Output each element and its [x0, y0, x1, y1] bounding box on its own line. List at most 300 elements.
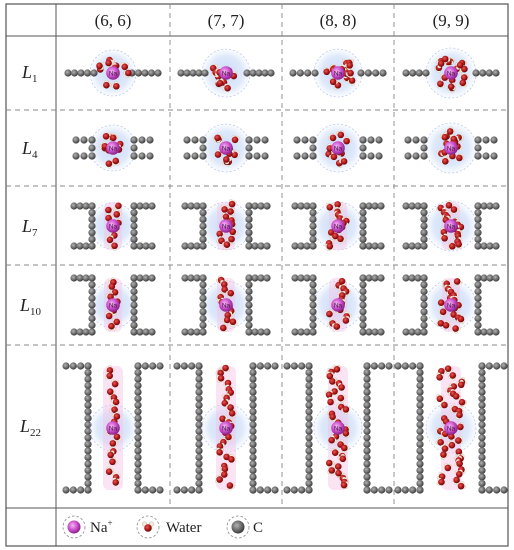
carbon-atom — [293, 152, 300, 159]
carbon-atom — [478, 441, 485, 448]
carbon-atom — [199, 136, 206, 143]
carbon-atom — [490, 152, 497, 159]
carbon-atom — [134, 382, 141, 389]
sodium-ion-label: Na — [333, 70, 343, 78]
carbon-atom — [409, 69, 416, 76]
carbon-atom — [195, 395, 202, 402]
carbon-atom — [245, 328, 252, 335]
carbon-atom — [199, 322, 206, 329]
carbon-atom — [88, 152, 95, 159]
carbon-atom — [70, 362, 77, 369]
carbon-atom — [84, 447, 91, 454]
snapshot-cell — [181, 274, 270, 335]
carbon-atom — [130, 322, 137, 329]
carbon-atom — [249, 460, 256, 467]
carbon-atom — [363, 382, 370, 389]
carbon-atom — [195, 428, 202, 435]
carbon-atom — [404, 152, 411, 159]
carbon-atom — [199, 209, 206, 216]
carbon-atom — [474, 295, 481, 302]
carbon-atom — [293, 136, 300, 143]
carbon-atom — [305, 428, 312, 435]
carbon-atom — [311, 69, 318, 76]
carbon-atom — [474, 281, 481, 288]
carbon-atom — [188, 362, 195, 369]
carbon-atom — [363, 447, 370, 454]
carbon-atom — [84, 408, 91, 415]
snapshot-cell — [293, 124, 382, 172]
carbon-atom — [309, 308, 316, 315]
carbon-atom — [72, 152, 79, 159]
carbon-atom — [257, 362, 264, 369]
carbon-atom — [378, 362, 385, 369]
carbon-atom — [195, 447, 202, 454]
carbon-atom — [363, 375, 370, 382]
carbon-atom — [478, 382, 485, 389]
carbon-atom — [309, 144, 316, 151]
carbon-atom — [134, 389, 141, 396]
column-header: (9, 9) — [432, 11, 470, 30]
carbon-atom — [478, 395, 485, 402]
carbon-atom — [199, 236, 206, 243]
carbon-atom — [195, 375, 202, 382]
carbon-atom — [309, 315, 316, 322]
carbon-atom — [309, 281, 316, 288]
carbon-atom — [77, 69, 84, 76]
snapshot-cell — [181, 199, 270, 250]
carbon-atom — [474, 242, 481, 249]
carbon-atom — [77, 362, 84, 369]
carbon-atom — [305, 441, 312, 448]
carbon-atom — [359, 328, 366, 335]
carbon-atom — [412, 152, 419, 159]
carbon-atom — [130, 136, 137, 143]
carbon-atom — [195, 382, 202, 389]
carbon-atom — [377, 242, 384, 249]
carbon-atom — [88, 216, 95, 223]
carbon-atom — [378, 486, 385, 493]
carbon-atom — [84, 454, 91, 461]
carbon-atom — [245, 229, 252, 236]
carbon-atom — [84, 395, 91, 402]
carbon-atom — [305, 454, 312, 461]
snapshot-cell — [183, 124, 268, 172]
carbon-atom — [84, 369, 91, 376]
carbon-atom — [474, 288, 481, 295]
snapshot-cell — [173, 362, 278, 493]
carbon-atom — [416, 369, 423, 376]
carbon-atom — [367, 136, 374, 143]
carbon-atom — [478, 402, 485, 409]
carbon-atom — [377, 274, 384, 281]
carbon-atom — [199, 328, 206, 335]
carbon-atom — [478, 480, 485, 487]
carbon-atom — [301, 136, 308, 143]
carbon-atom — [363, 408, 370, 415]
carbon-atom — [309, 152, 316, 159]
carbon-atom — [409, 486, 416, 493]
carbon-atom — [264, 486, 271, 493]
carbon-atom — [474, 144, 481, 151]
carbon-atom — [359, 222, 366, 229]
carbon-atom — [474, 322, 481, 329]
row-label: $L_4$ — [22, 138, 38, 161]
carbon-atom — [479, 69, 486, 76]
carbon-atom — [305, 460, 312, 467]
carbon-atom — [84, 402, 91, 409]
carbon-atom — [478, 421, 485, 428]
column-header: (8, 8) — [319, 11, 357, 30]
sodium-ion-label: Na — [221, 425, 231, 433]
carbon-atom — [416, 480, 423, 487]
carbon-atom — [474, 308, 481, 315]
carbon-atom — [420, 281, 427, 288]
sodium-ion-label: Na — [108, 70, 118, 78]
carbon-atom — [249, 447, 256, 454]
carbon-atom — [478, 389, 485, 396]
carbon-atom — [199, 301, 206, 308]
carbon-atom — [62, 486, 69, 493]
carbon-atom — [371, 362, 378, 369]
carbon-atom — [474, 216, 481, 223]
carbon-atom — [309, 288, 316, 295]
carbon-atom — [249, 421, 256, 428]
carbon-atom — [249, 395, 256, 402]
carbon-atom — [88, 288, 95, 295]
carbon-atom — [305, 389, 312, 396]
carbon-atom — [309, 236, 316, 243]
sodium-ion-label: Na — [108, 302, 118, 310]
carbon-atom — [305, 447, 312, 454]
carbon-atom — [474, 274, 481, 281]
sodium-ion-label: Na — [446, 145, 456, 153]
carbon-atom — [130, 144, 137, 151]
carbon-atom — [305, 434, 312, 441]
carbon-atom — [420, 236, 427, 243]
carbon-atom — [173, 362, 180, 369]
carbon-atom — [249, 434, 256, 441]
carbon-atom — [363, 362, 370, 369]
carbon-atom — [359, 301, 366, 308]
carbon-atom — [363, 434, 370, 441]
carbon-atom — [188, 486, 195, 493]
carbon-atom — [134, 402, 141, 409]
carbon-atom — [500, 486, 507, 493]
snapshot-cell — [70, 274, 155, 335]
snapshot-cell — [291, 201, 384, 251]
carbon-atom — [72, 136, 79, 143]
carbon-atom — [249, 473, 256, 480]
carbon-atom — [134, 467, 141, 474]
carbon-atom — [305, 421, 312, 428]
snapshot-cell — [283, 362, 392, 493]
carbon-atom — [283, 362, 290, 369]
carbon-atom — [297, 69, 304, 76]
carbon-atom — [309, 322, 316, 329]
snapshot-cell — [404, 123, 497, 173]
water-molecule — [454, 278, 462, 286]
sodium-ion-label: Na — [108, 425, 118, 433]
carbon-atom — [474, 136, 481, 143]
carbon-atom — [245, 216, 252, 223]
carbon-atom — [249, 382, 256, 389]
carbon-atom — [173, 486, 180, 493]
carbon-atom — [141, 69, 148, 76]
carbon-atom — [402, 69, 409, 76]
snapshot-cell — [72, 125, 153, 171]
carbon-atom — [195, 441, 202, 448]
carbon-atom — [253, 136, 260, 143]
carbon-atom — [245, 295, 252, 302]
carbon-atom — [148, 202, 155, 209]
carbon-atom — [134, 369, 141, 376]
carbon-atom — [70, 486, 77, 493]
carbon-atom — [130, 295, 137, 302]
carbon-atom — [416, 415, 423, 422]
carbon-atom — [363, 454, 370, 461]
carbon-atom — [474, 328, 481, 335]
carbon-atom — [416, 389, 423, 396]
carbon-atom — [363, 389, 370, 396]
carbon-atom — [130, 301, 137, 308]
carbon-atom — [359, 308, 366, 315]
carbon-atom — [149, 362, 156, 369]
carbon-atom — [492, 69, 499, 76]
carbon-atom — [134, 375, 141, 382]
carbon-atom — [156, 486, 163, 493]
carbon-atom — [199, 308, 206, 315]
carbon-atom — [195, 473, 202, 480]
carbon-atom — [305, 362, 312, 369]
carbon-atom — [135, 69, 142, 76]
carbon-atom — [263, 328, 270, 335]
carbon-atom — [416, 375, 423, 382]
snapshot-cells — [62, 48, 507, 494]
carbon-atom — [420, 308, 427, 315]
legend-item-sodium — [63, 516, 113, 538]
carbon-atom — [88, 308, 95, 315]
carbon-atom — [309, 216, 316, 223]
carbon-atom — [88, 242, 95, 249]
carbon-atom — [130, 308, 137, 315]
carbon-atom — [199, 229, 206, 236]
legend-label: Na+ — [90, 518, 113, 536]
carbon-atom — [88, 281, 95, 288]
carbon-atom — [134, 480, 141, 487]
carbon-atom — [283, 486, 290, 493]
snapshot-cell — [62, 362, 163, 493]
row-label: $L_7$ — [22, 216, 38, 239]
carbon-atom — [245, 281, 252, 288]
carbon-atom — [130, 315, 137, 322]
row-label: $L_1$ — [22, 62, 38, 85]
carbon-atom — [359, 281, 366, 288]
carbon-atom — [359, 295, 366, 302]
carbon-atom — [472, 69, 479, 76]
carbon-atom — [416, 434, 423, 441]
carbon-atom — [375, 136, 382, 143]
carbon-atom — [309, 229, 316, 236]
carbon-atom — [88, 328, 95, 335]
carbon-atom — [305, 375, 312, 382]
carbon-atom — [88, 229, 95, 236]
carbon-atom — [478, 362, 485, 369]
water-molecule-icon — [142, 522, 153, 532]
carbon-atom — [416, 441, 423, 448]
carbon-atom — [249, 375, 256, 382]
carbon-atom — [263, 242, 270, 249]
carbon-atom — [363, 486, 370, 493]
carbon-atom — [62, 362, 69, 369]
snapshot-cell — [402, 48, 499, 98]
carbon-atom — [420, 209, 427, 216]
carbon-atom — [134, 473, 141, 480]
carbon-atom — [88, 202, 95, 209]
carbon-atom — [500, 362, 507, 369]
carbon-atom — [199, 222, 206, 229]
carbon-atom — [482, 152, 489, 159]
carbon-atom — [183, 152, 190, 159]
carbon-atom — [88, 144, 95, 151]
legend-item-water — [137, 516, 201, 538]
carbon-atom — [298, 486, 305, 493]
carbon-atom — [493, 362, 500, 369]
carbon-atom — [199, 274, 206, 281]
carbon-atom — [309, 222, 316, 229]
carbon-atom — [371, 486, 378, 493]
carbon-atom — [156, 362, 163, 369]
carbon-atom — [183, 136, 190, 143]
carbon-atom — [201, 69, 208, 76]
carbon-atom — [199, 144, 206, 151]
carbon-atom — [416, 362, 423, 369]
carbon-atom — [385, 486, 392, 493]
carbon-atom — [420, 295, 427, 302]
carbon-atom — [420, 242, 427, 249]
carbon-atom — [84, 375, 91, 382]
carbon-atom — [305, 415, 312, 422]
carbon-atom — [416, 473, 423, 480]
carbon-atom — [359, 229, 366, 236]
carbon-atom — [263, 274, 270, 281]
sodium-ion-icon — [68, 521, 81, 534]
carbon-atom — [309, 301, 316, 308]
carbon-atom — [84, 473, 91, 480]
carbon-atom — [84, 69, 91, 76]
carbon-atom — [416, 69, 423, 76]
legend-label: C — [253, 520, 264, 536]
carbon-atom — [245, 274, 252, 281]
carbon-atom — [416, 402, 423, 409]
carbon-atom — [195, 486, 202, 493]
sodium-ion-label: Na — [446, 425, 456, 433]
carbon-atom — [420, 301, 427, 308]
carbon-atom — [359, 216, 366, 223]
water-molecule — [325, 390, 333, 398]
snapshot-cell — [70, 202, 155, 251]
carbon-atom — [309, 209, 316, 216]
carbon-atom — [359, 274, 366, 281]
carbon-atom — [267, 69, 274, 76]
carbon-atom — [478, 460, 485, 467]
carbon-atom — [416, 428, 423, 435]
carbon-atom — [363, 395, 370, 402]
carbon-atom — [80, 136, 87, 143]
carbon-atom — [130, 274, 137, 281]
carbon-atom — [191, 152, 198, 159]
carbon-atom — [88, 222, 95, 229]
carbon-atom — [195, 434, 202, 441]
carbon-atom — [195, 402, 202, 409]
carbon-atom — [416, 447, 423, 454]
carbon-atom — [261, 136, 268, 143]
carbon-atom — [478, 369, 485, 376]
carbon-atom — [134, 408, 141, 415]
carbon-atom — [309, 242, 316, 249]
carbon-atom — [394, 486, 401, 493]
carbon-atom — [84, 434, 91, 441]
carbon-atom — [130, 216, 137, 223]
carbon-atom — [134, 441, 141, 448]
carbon-atom — [359, 242, 366, 249]
carbon-atom — [130, 236, 137, 243]
carbon-atom — [84, 382, 91, 389]
carbon-atom — [291, 362, 298, 369]
carbon-atom — [90, 69, 97, 76]
carbon-atom — [416, 421, 423, 428]
carbon-atom — [249, 369, 256, 376]
carbon-atom — [359, 315, 366, 322]
carbon-atom — [305, 408, 312, 415]
carbon-atom — [271, 486, 278, 493]
snapshot-cell — [402, 200, 499, 251]
carbon-atom — [148, 242, 155, 249]
carbon-atom — [249, 362, 256, 369]
carbon-atom — [493, 486, 500, 493]
carbon-atom — [416, 460, 423, 467]
sodium-ion-label: Na — [446, 223, 456, 231]
carbon-atom — [195, 460, 202, 467]
carbon-atom — [291, 486, 298, 493]
carbon-atom — [404, 136, 411, 143]
carbon-atom — [420, 136, 427, 143]
carbon-atom — [263, 202, 270, 209]
carbon-atom — [199, 202, 206, 209]
carbon-atom — [474, 152, 481, 159]
carbon-atom — [416, 454, 423, 461]
carbon-atom — [420, 152, 427, 159]
carbon-atom — [195, 454, 202, 461]
carbon-atom — [482, 136, 489, 143]
carbon-atom — [130, 152, 137, 159]
carbon-atom — [249, 467, 256, 474]
carbon-atom — [191, 136, 198, 143]
snapshot-cell — [177, 49, 274, 97]
sodium-ion-label: Na — [221, 223, 231, 231]
carbon-atom — [420, 328, 427, 335]
carbon-atom — [195, 480, 202, 487]
sodium-ion-label: Na — [108, 145, 118, 153]
carbon-atom — [385, 362, 392, 369]
carbon-atom — [474, 222, 481, 229]
sodium-ion-label: Na — [333, 223, 343, 231]
carbon-atom — [134, 434, 141, 441]
carbon-atom — [363, 421, 370, 428]
carbon-atom — [130, 209, 137, 216]
carbon-atom — [130, 222, 137, 229]
snapshot-cell — [291, 274, 384, 335]
carbon-atom — [130, 229, 137, 236]
